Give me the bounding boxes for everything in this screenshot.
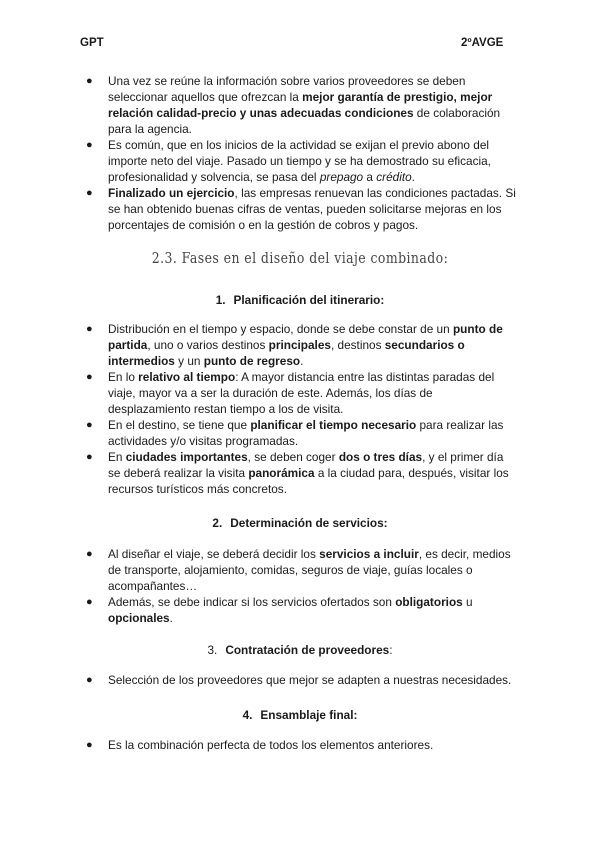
bold-text: servicios a incluir [319,547,419,561]
list-item [86,185,518,233]
bullet-icon: ● [86,371,93,383]
text-segment: Al diseñar el viaje, se deberá decidir los [108,547,320,561]
bold-text: opcionales [108,611,170,625]
bullet-icon: ● [86,323,93,335]
phase-1-heading [0,293,600,307]
bullet-icon: ● [86,451,93,463]
bold-text: obligatorios [395,595,463,609]
text-segment: . [411,170,415,184]
text-segment: Selección de los proveedores que mejor se adapten a nuestras necesidades. [108,673,512,687]
text-segment: y un [174,354,204,368]
bullet-icon: ● [86,419,93,431]
bold-text: ciudades importantes [125,450,248,464]
list-item [86,73,518,137]
list-item [86,594,518,626]
text-segment: , las empresas renuevan las condiciones pactadas. Si se han obtenido buenas cifras de ventas, pueden solicitarse mejoras en los porcentajes de comisión o en la gestión de cobros y pagos. [108,186,516,232]
phase-2-list [86,546,518,626]
phase-title-suffix: : [389,643,393,657]
phase-title: Determinación de servicios: [230,516,388,530]
header-right: 2ºAVGE [461,37,504,49]
phase-title: Ensamblaje final: [260,708,358,722]
phase-4-list [86,737,518,753]
bold-text: Finalizado un ejercicio [108,186,235,200]
phase-2-heading [0,516,600,530]
phase-3-list [86,672,518,688]
list-item [86,449,518,497]
bullet-icon: ● [86,596,93,608]
phase-title: Contratación de proveedores [225,643,390,657]
text-segment: para realizar las actividades y/o visitas programadas. [108,418,504,448]
list-item [86,672,518,688]
bold-text: planificar el tiempo necesario [250,418,417,432]
bullet-icon: ● [86,674,93,686]
bold-text: mejor garantía de prestigio, mejor relación calidad-precio y unas adecuadas condiciones [108,90,493,120]
text-segment: . [169,611,173,625]
text-segment: , se deben coger [247,450,339,464]
text-segment: a la ciudad para, después, visitar los recursos turísticos más concretos. [108,466,509,496]
text-segment: Es la combinación perfecta de todos los elementos anteriores. [108,738,434,752]
list-item [86,417,518,449]
list-item [86,321,518,369]
bold-text: dos o tres días [338,450,423,464]
list-item [86,137,518,185]
phase-1-list [86,321,518,497]
section-title: 2.3. Fases en el diseño del viaje combinado: [151,251,449,267]
phase-number: 1. [215,293,226,307]
header-left: GPT [80,37,104,49]
bold-text: punto de regreso [203,354,301,368]
list-item [86,369,518,417]
bold-text: punto de partida [108,322,503,352]
text-segment: de colaboración para la agencia. [108,106,501,136]
text-segment: a [363,170,377,184]
text-segment: , es decir, medios de transporte, alojamiento, comidas, seguros de viaje, guías locales o acompañantes… [108,547,511,593]
text-segment: : A mayor distancia entre las distintas paradas del viaje, mayor va a ser la duración de este. Además, los días de desplazamiento restan tiempo a los de visita. [108,370,495,416]
list-item [86,737,518,753]
phase-number: 3. [207,643,218,657]
bullet-icon: ● [86,187,93,199]
text-segment: . [300,354,304,368]
bullet-icon: ● [86,75,93,87]
text-segment: Además, se debe indicar si los servicios ofertados son [108,595,396,609]
italic-text: prepago [319,170,364,184]
bold-text: relativo al tiempo [138,370,236,384]
text-segment: En [108,450,126,464]
bullet-icon: ● [86,139,93,151]
italic-text: crédito [376,170,412,184]
text-segment: , uno o varios destinos [147,338,269,352]
text-segment: , destinos [330,338,385,352]
phase-3-heading [0,643,600,657]
intro-list [86,73,518,233]
phase-number: 4. [242,708,253,722]
text-segment: Distribución en el tiempo y espacio, donde se debe constar de un [108,322,453,336]
phase-number: 2. [212,516,223,530]
list-item [86,546,518,594]
bold-text: panorámica [248,466,315,480]
bold-text: secundarios o intermedios [108,338,465,368]
text-segment: En lo [108,370,139,384]
text-segment: , y el primer día se deberá realizar la visita [108,450,504,480]
bold-text: principales [268,338,331,352]
phase-title: Planificación del itinerario: [233,293,385,307]
bullet-icon: ● [86,739,93,751]
text-segment: Es común, que en los inicios de la actividad se exijan el previo abono del importe neto del viaje. Pasado un tiempo y se ha demostrado su eficacia, profesionalidad y solvencia, se pasa del [108,138,491,184]
phase-4-heading [0,708,600,722]
text-segment: Una vez se reúne la información sobre varios proveedores se deben seleccionar aquellos que ofrezcan la [108,74,466,104]
text-segment: u [462,595,473,609]
bullet-icon: ● [86,548,93,560]
text-segment: En el destino, se tiene que [108,418,251,432]
